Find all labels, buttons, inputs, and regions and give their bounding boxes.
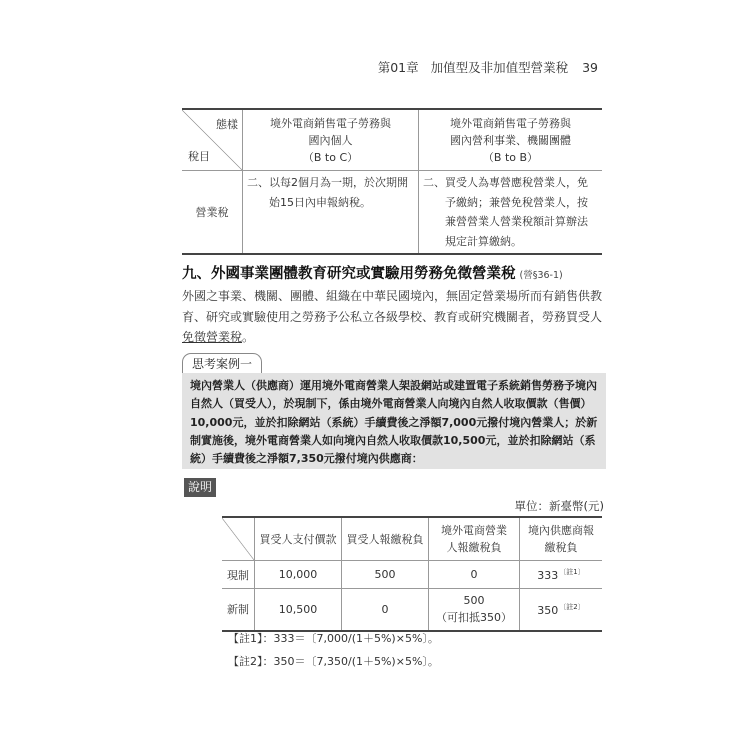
running-header xyxy=(0,58,598,76)
paragraph-text: 外國之事業、機關、團體、組織在中華民國境內，無固定營業場所而有銷售供教育、研究或實驗使用之勞務予公私立各級學校、教育或研究機關者，勞務買受人 xyxy=(182,289,603,324)
case-title-tab: 思考案例一 xyxy=(182,353,262,374)
footnote-ref: 〔註2〕 xyxy=(559,602,585,611)
header-line: 國內營利事業、機關團體 xyxy=(450,133,571,147)
footnote-2: 【註2】：350＝〔7,350/(1＋5%)×5%〕。 xyxy=(228,655,439,668)
section-paragraph xyxy=(182,286,606,348)
deductible-note: （可扣抵350） xyxy=(436,611,512,625)
b2c-text: 以每2個月為一期，於次期開始15日內申報納稅。 xyxy=(269,176,408,209)
explanation-label: 說明 xyxy=(184,478,216,497)
item-number: 二、 xyxy=(423,176,445,189)
page-number: 39 xyxy=(582,60,598,75)
chapter-title: 加值型及非加值型營業稅 xyxy=(430,60,569,75)
header-line: 國內個人 xyxy=(308,133,353,147)
header-line: （B to C） xyxy=(302,150,359,164)
column-header-buyer-tax xyxy=(342,517,429,561)
header-line: 境外電商銷售電子勞務與 xyxy=(450,116,571,130)
header-line: 買受人支付價款 xyxy=(259,532,337,546)
table-row xyxy=(222,589,602,631)
underlined-term: 免徵營業稅 xyxy=(182,330,243,344)
cell-foreign-tax xyxy=(429,589,520,631)
cell-buyer-pay: 10,500 xyxy=(255,589,342,631)
header-line: 繳稅負 xyxy=(544,541,578,554)
chapter-label: 第01章 xyxy=(377,60,419,75)
currency-unit: 單位：新臺幣(元) xyxy=(514,499,604,513)
column-header-supplier-tax xyxy=(520,517,603,561)
tax-comparison-table xyxy=(222,516,602,632)
b2b-text: 買受人為專營應稅營業人，免予繳納；兼營免稅營業人，按兼營營業人營業稅額計算辦法規定計算繳納。 xyxy=(445,176,588,248)
paragraph-end: 。 xyxy=(242,330,255,344)
header-line: 境外電商銷售電子勞務與 xyxy=(270,116,391,130)
header-line: 人報繳稅負 xyxy=(446,541,502,554)
header-line: 買受人報繳稅負 xyxy=(346,532,424,546)
row-label-current: 現制 xyxy=(222,561,255,589)
row-label-new: 新制 xyxy=(222,589,255,631)
foreign-tax-value: 500 xyxy=(463,594,485,608)
header-line: 境內供應商報 xyxy=(528,524,594,537)
case-body: 境內營業人（供應商）運用境外電商營業人架設網站或建置電子系統銷售勞務予境內自然人（買受人），於現制下，係由境外電商營業人向境內自然人收取價款（售價）10,000元，並於扣除網站（系統）手續費後之淨額7,000元撥付境內營業人；於新制實施後，境外電商營業人如向境內自然人收取價款10,500元，並於扣除網站（系統）手續費後之淨額7,350元撥付境內供應商： xyxy=(190,379,598,466)
cell-buyer-pay: 10,000 xyxy=(255,561,342,589)
item-number: 二、 xyxy=(247,176,269,189)
footnote-1: 【註1】：333＝〔7,000/(1＋5%)×5%〕。 xyxy=(228,632,439,645)
footnote-ref: 〔註1〕 xyxy=(559,568,585,576)
table-corner-cell xyxy=(222,517,255,561)
column-header-buyer-pay xyxy=(255,517,342,561)
cell-foreign-tax: 0 xyxy=(429,561,520,589)
column-header-b2c xyxy=(243,109,419,171)
supplier-tax-value: 333 xyxy=(537,569,559,582)
header-line: 境外電商營業 xyxy=(441,524,507,537)
b2c-cell xyxy=(243,171,419,255)
header-line: （B to B） xyxy=(482,150,539,164)
column-header-b2b xyxy=(419,109,603,171)
cell-supplier-tax xyxy=(520,561,603,589)
section-title: 九、外國事業團體教育研究或實驗用勞務免徵營業稅 xyxy=(182,266,516,282)
cell-supplier-tax xyxy=(520,589,603,631)
table-row xyxy=(222,561,602,589)
corner-top-label: 態樣 xyxy=(216,118,238,131)
law-reference: (營§36-1) xyxy=(519,270,563,281)
section-heading xyxy=(182,262,563,283)
cell-buyer-tax: 500 xyxy=(342,561,429,589)
row-header-business-tax: 營業稅 xyxy=(182,171,243,255)
corner-bottom-label: 稅目 xyxy=(188,150,210,163)
cell-buyer-tax: 0 xyxy=(342,589,429,631)
case-box xyxy=(182,373,606,469)
tax-type-table xyxy=(182,108,602,255)
supplier-tax-value: 350 xyxy=(537,603,559,617)
column-header-foreign-ecommerce-tax xyxy=(429,517,520,561)
table-corner-cell xyxy=(182,109,243,171)
b2b-cell xyxy=(419,171,603,255)
